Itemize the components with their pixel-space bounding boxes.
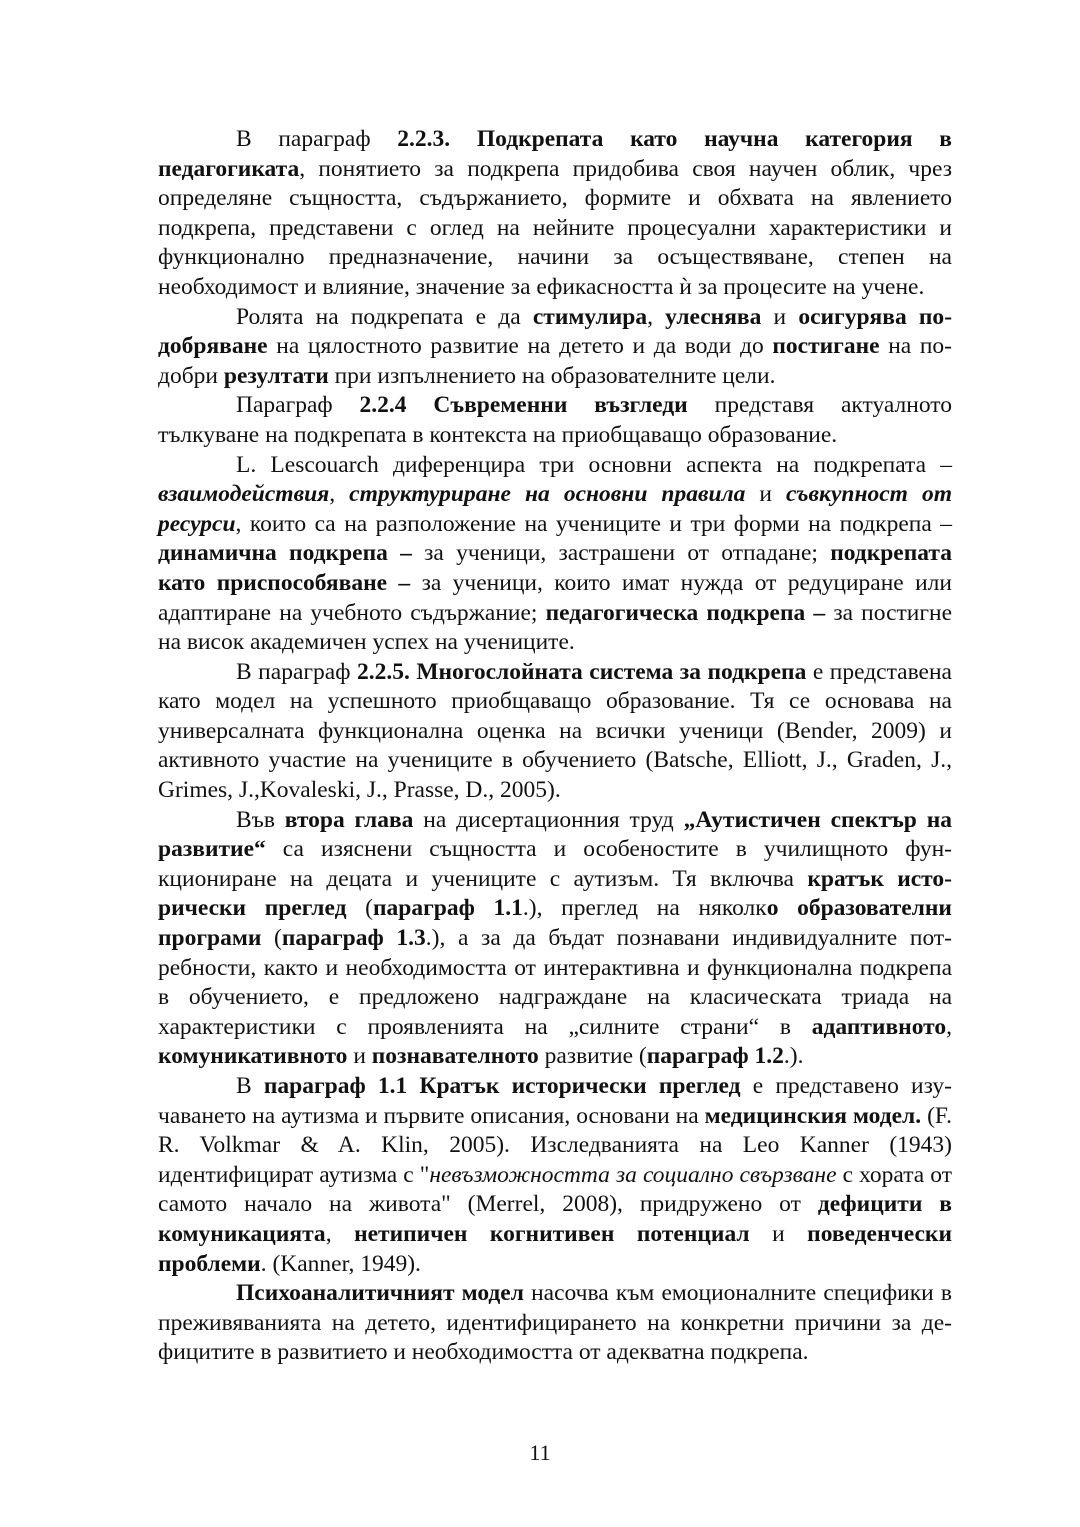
bold-run: комуникативното bbox=[158, 1043, 348, 1070]
bold-run: стимулира bbox=[532, 303, 648, 330]
bold-run: Психоаналитичният модел bbox=[236, 1280, 524, 1307]
bold-run: параграф 1.2 bbox=[646, 1043, 784, 1070]
text-run: за постигне на висок академичен успех на учениците. bbox=[158, 599, 953, 656]
bold-run: медицинския модел. bbox=[704, 1102, 922, 1129]
text-run: . (Kanner, 1949). bbox=[260, 1250, 421, 1277]
text-run: L. Lescouarch диференцира три основни аспекта на подкрепата – bbox=[236, 451, 952, 478]
bold-italic-run: взаимодействия bbox=[158, 481, 330, 508]
text-run: и bbox=[761, 303, 799, 330]
page-number: 11 bbox=[529, 1440, 551, 1465]
paragraph-section-2-2-3 bbox=[158, 125, 952, 303]
text-run: Параграф bbox=[236, 392, 360, 419]
text-run: на дисертационния труд bbox=[413, 806, 684, 833]
text-run: при изпълнението на образователните цели. bbox=[328, 362, 776, 389]
bold-run: параграф 1.1 Кратък исторически преглед bbox=[263, 1073, 741, 1099]
bold-run: подкрепата като приспособяване – bbox=[158, 540, 952, 596]
bold-run: втора глава bbox=[284, 806, 414, 833]
text-run: развитие ( bbox=[538, 1043, 647, 1070]
bold-run: резултати bbox=[223, 362, 329, 389]
bold-run: „Аутистичен спектър на развитие“ bbox=[158, 806, 953, 863]
bold-run: дефицити в комуникацията bbox=[158, 1191, 952, 1247]
text-run: с хората от самото начало на живота" (Merrel, 2008), придружено от bbox=[158, 1161, 952, 1218]
italic-run: невъзможността за социално свързване bbox=[429, 1161, 837, 1188]
bold-run: улеснява bbox=[665, 303, 762, 330]
text-run: и bbox=[745, 481, 787, 508]
paragraph-role-of-support bbox=[158, 303, 952, 392]
bold-italic-run: съвкупност от ресурси bbox=[158, 481, 953, 537]
text-run: В параграф bbox=[236, 658, 357, 685]
text-run: .), преглед на няколк bbox=[522, 895, 767, 922]
text-run: насочва към емоционалните специфики в преживяванията на детето, идентифицирането на конкретни причини за дефицитите в развитието и необходимостта от адекватна подкрепа. bbox=[158, 1280, 952, 1366]
bold-run: адаптивното bbox=[811, 1013, 947, 1040]
text-run: , bbox=[647, 303, 666, 330]
text-run: В bbox=[236, 1073, 264, 1099]
text-run: .), а за да бъдат познавани индивидуалните потребности, както и необходимостта от интерактивна и функционална подкрепа в обучението, е предложено надграждане на класическата триада на характеристики с проявленията на „силните страни“ в bbox=[158, 925, 952, 1040]
paragraph-chapter-two bbox=[158, 806, 952, 1072]
bold-run: осигурява подобряване bbox=[158, 303, 953, 360]
bold-run: 2.2.4 Съвременни възгледи bbox=[359, 392, 688, 419]
text-run: ( bbox=[346, 895, 373, 922]
text-run: , bbox=[325, 1220, 355, 1247]
text-run: (F. R. Volkmar & A. Klin, 2005). Изследванията на Leo Kanner (1943) идентифицират аутизма с " bbox=[158, 1102, 952, 1188]
paragraph-psychoanalytic-model bbox=[158, 1279, 952, 1368]
text-run: ( bbox=[261, 925, 282, 952]
bold-run: познавателното bbox=[371, 1043, 539, 1070]
text-run: и bbox=[749, 1220, 808, 1247]
text-run: за ученици, които имат нужда от редуциране или адаптиране на учебното съдържание; bbox=[158, 569, 952, 626]
text-run: , които са на разположение на учениците и три форми на подкрепа – bbox=[235, 510, 952, 537]
bold-run: 2.2.3. Подкрепата като научна категория в педагогиката bbox=[158, 126, 952, 182]
text-run: , понятието за подкрепа придобива своя научен облик, чрез определяне същността, съдържанието, формите и обхвата на явлението подкрепа, представени с оглед на нейните процесуални характеристики и функционално предназначение, начини за осъществяване, степен на необходимост и влияние, значение за ефикасността ѝ за процесите на учене. bbox=[158, 155, 952, 300]
bold-italic-run: структуриране на основни правила bbox=[349, 481, 746, 508]
bold-run: поведенчески проблеми bbox=[158, 1220, 953, 1277]
bold-run: кратък исторически преглед bbox=[158, 865, 952, 922]
bold-run: постигане bbox=[772, 333, 880, 360]
text-run: Ролята на подкрепата е да bbox=[236, 303, 533, 330]
paragraph-section-2-2-4 bbox=[158, 391, 952, 450]
text-run: на цялостното развитие на детето и да води до bbox=[267, 333, 773, 360]
text-run: представя актуалното тълкуване на подкрепата в контекста на приобщаващо образование. bbox=[158, 392, 952, 448]
text-run: , bbox=[329, 481, 350, 508]
text-run: е представено изучаването на аутизма и първите описания, основани на bbox=[158, 1073, 952, 1129]
bold-run: педагогическа подкрепа – bbox=[545, 599, 826, 626]
bold-run: параграф 1.1 bbox=[372, 895, 523, 922]
paragraph-lescouarch bbox=[158, 451, 952, 658]
text-run: е представена като модел на успешното приобщаващо образование. Тя се основава на универсалната функционална оценка на всички ученици (Bender, 2009) и активното участие на учениците в обучението (Batsche, Elliott, J., Graden, J., Grimes, J.,Kovaleski, J., Prasse, D., 2005). bbox=[158, 658, 952, 804]
bold-run: динамична подкрепа – bbox=[158, 540, 412, 567]
text-run: са изяснени същността и особеностите в училищното функциониране на децата и учениците с аутизъм. Тя включва bbox=[158, 836, 952, 892]
text-run: В параграф bbox=[236, 126, 398, 152]
paragraph-section-2-2-5 bbox=[158, 658, 952, 806]
text-run: и bbox=[347, 1043, 372, 1070]
bold-run: нетипичен когнитивен потенциал bbox=[354, 1220, 750, 1247]
bold-run: 2.2.5. Многослойната система за подкрепа bbox=[356, 658, 807, 685]
paragraph-section-1-1 bbox=[158, 1072, 952, 1279]
text-run: за ученици, застрашени от отпадане; bbox=[411, 540, 831, 567]
text-run: .). bbox=[783, 1043, 804, 1070]
text-run: на по-добри bbox=[158, 333, 952, 389]
body-text bbox=[158, 125, 952, 1368]
bold-run: параграф 1.3 bbox=[281, 925, 426, 952]
text-run: Във bbox=[236, 806, 285, 833]
bold-run: о образователни програми bbox=[158, 895, 952, 952]
text-run: , bbox=[946, 1013, 952, 1040]
